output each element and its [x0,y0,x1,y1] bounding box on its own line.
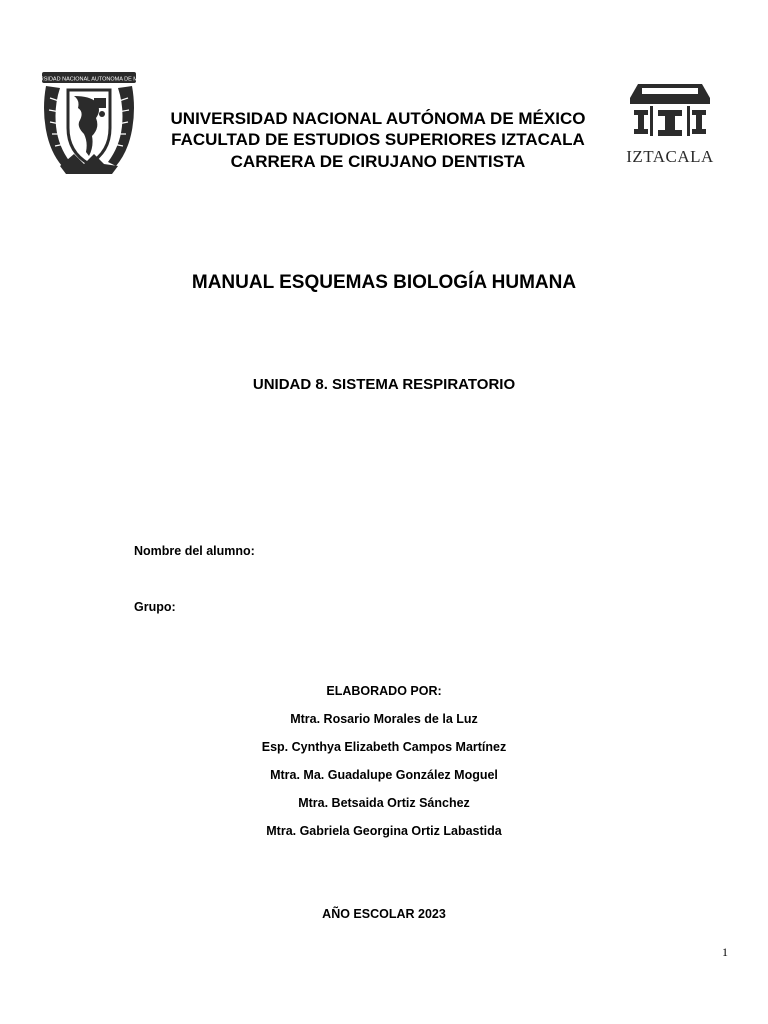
unam-coat-of-arms-icon [22,68,156,176]
author-name: Mtra. Ma. Guadalupe González Moguel [270,768,498,782]
faculty-name: FACULTAD DE ESTUDIOS SUPERIORES IZTACALA [171,130,585,149]
author-name: Mtra. Betsaida Ortiz Sánchez [298,796,470,810]
author-name: Mtra. Rosario Morales de la Luz [290,712,478,726]
svg-text:IZTACALA: IZTACALA [626,147,714,166]
iztacala-emblem-icon [618,80,722,170]
unit-title: UNIDAD 8. SISTEMA RESPIRATORIO [252,376,516,393]
school-year: AÑO ESCOLAR 2023 [322,907,446,921]
author-name: Mtra. Gabriela Georgina Ortiz Labastida [266,824,502,838]
career-name: CARRERA DE CIRUJANO DENTISTA [230,152,526,171]
author-name: Esp. Cynthya Elizabeth Campos Martínez [261,740,507,754]
group-label: Grupo: [134,600,176,614]
document-title: MANUAL ESQUEMAS BIOLOGÍA HUMANA [191,272,577,293]
university-name: UNIVERSIDAD NACIONAL AUTÓNOMA DE MÉXICO [170,109,586,128]
credits-heading: ELABORADO POR: [326,684,442,698]
page-number: 1 [722,945,728,959]
student-name-label: Nombre del alumno: [134,544,255,558]
svg-text:UNIVERSIDAD NACIONAL AUTONOMA: UNIVERSIDAD NACIONAL AUTONOMA DE MEXICO [22,76,156,83]
